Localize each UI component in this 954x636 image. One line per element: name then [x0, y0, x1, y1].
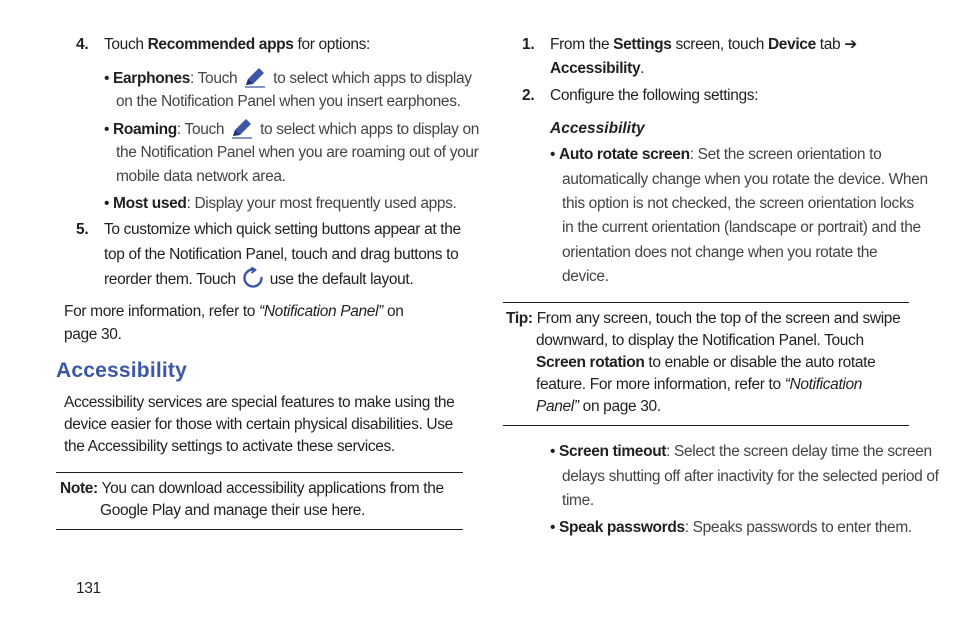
bullet-auto-rotate-line6: device. — [562, 268, 609, 285]
bullet-roaming-line2: the Notification Panel when you are roaming out of your — [116, 144, 479, 161]
tip-line2: downward, to display the Notification Panel. Touch — [536, 332, 864, 349]
note-label: Note: — [60, 480, 98, 497]
step-1-line1: From the Settings screen, touch Device tab ➔ — [550, 36, 857, 53]
step-4-text: Touch Recommended apps for options: — [104, 36, 371, 53]
bullet-earphones-line2: on the Notification Panel when you insert earphones. — [116, 93, 461, 110]
notification-panel-reference-link[interactable]: “Notification — [784, 376, 863, 393]
pencil-edit-icon — [243, 66, 267, 88]
bullet-auto-rotate-line3: this option is not checked, the screen orientation locks — [562, 195, 914, 212]
bullet-speak-passwords: • Speak passwords: Speaks passwords to enter them. — [550, 519, 912, 536]
tip-line3: Screen rotation to enable or disable the auto rotate — [536, 354, 876, 371]
step-number-5: 5. — [76, 221, 89, 238]
refresh-icon — [242, 267, 264, 289]
pencil-edit-icon — [230, 117, 254, 139]
bullet-screen-timeout-line3: time. — [562, 492, 594, 509]
recommended-apps-label: Recommended apps — [147, 36, 294, 53]
step-5-line2: top of the Notification Panel, touch and drag buttons to — [104, 246, 459, 263]
step-number-1: 1. — [522, 36, 535, 53]
step-number-4: 4. — [76, 36, 89, 53]
more-info-line1: For more information, refer to “Notification Panel” on — [64, 303, 404, 320]
more-info-line2: page 30. — [64, 326, 122, 343]
bullet-screen-timeout-line2: delays shutting off after inactivity for the selected period of — [562, 468, 939, 485]
bullet-auto-rotate-line5: orientation does not change when you rotate the — [562, 244, 878, 261]
tip-label: Tip: — [506, 310, 533, 327]
section-heading-accessibility: Accessibility — [56, 359, 187, 382]
tip-top-rule — [503, 302, 909, 303]
intro-line1: Accessibility services are special features to make using the — [64, 394, 455, 411]
step-5-line1: To customize which quick setting buttons appear at the — [104, 221, 461, 238]
bullet-earphones: • Earphones: Touch to select which apps to display — [104, 66, 472, 91]
bullet-most-used: • Most used: Display your most frequently used apps. — [104, 195, 457, 212]
intro-line2: device easier for those with certain physical disabilities. Use — [64, 416, 453, 433]
page-number: 131 — [76, 580, 101, 597]
subheading-accessibility: Accessibility — [550, 120, 645, 137]
bullet-roaming-line3: mobile data network area. — [116, 168, 286, 185]
step-1-line2: Accessibility. — [550, 60, 645, 77]
tip-line1: Tip: From any screen, touch the top of the screen and swipe — [506, 310, 901, 327]
note-line2: Google Play and manage their use here. — [100, 502, 366, 519]
tip-bottom-rule — [503, 425, 909, 426]
bullet-screen-timeout: • Screen timeout: Select the screen delay time the screen — [550, 443, 932, 460]
bullet-roaming: • Roaming: Touch to select which apps to display on — [104, 117, 479, 142]
note-line1: Note: You can download accessibility applications from the — [60, 480, 444, 497]
tip-line4: feature. For more information, refer to “Notification — [536, 376, 863, 393]
note-bottom-rule — [56, 529, 463, 530]
step-number-2: 2. — [522, 87, 535, 104]
bullet-auto-rotate: • Auto rotate screen: Set the screen orientation to — [550, 146, 882, 163]
notification-panel-reference-link[interactable]: “Notification Panel” — [259, 303, 383, 320]
note-top-rule — [56, 472, 463, 473]
bullet-auto-rotate-line4: in the current orientation (landscape or portrait) and the — [562, 219, 921, 236]
step-2-text: Configure the following settings: — [550, 87, 759, 104]
intro-line3: the Accessibility settings to activate these services. — [64, 438, 395, 455]
bullet-auto-rotate-line2: automatically change when you rotate the device. When — [562, 171, 928, 188]
tip-line5: Panel” on page 30. — [536, 398, 661, 415]
step-5-line3: reorder them. Touch use the default layout. — [104, 267, 413, 292]
